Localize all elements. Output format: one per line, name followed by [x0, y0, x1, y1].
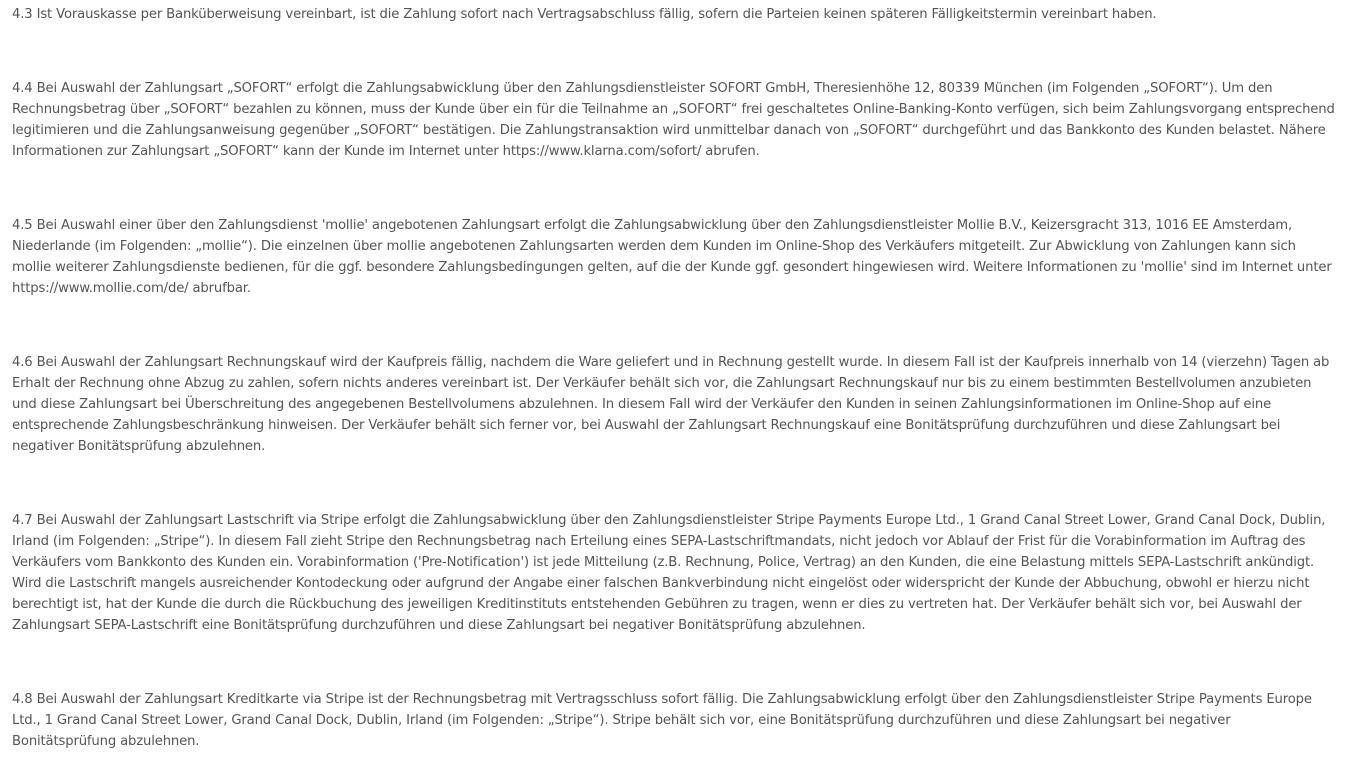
clause-4-4 — [12, 78, 1338, 162]
clause-4-7 — [12, 510, 1338, 636]
clause-4-5 — [12, 215, 1338, 299]
paragraph-spacer — [12, 25, 1338, 78]
clause-number: 4.5 — [12, 218, 33, 233]
clause-number: 4.3 — [12, 7, 33, 22]
paragraph-spacer — [12, 299, 1338, 352]
clause-text: Bei Auswahl der Zahlungsart Lastschrift via Stripe erfolgt die Zahlungsabwicklung über den Zahlungsdienstleister Stripe Payments Europe Ltd., 1 Grand Canal Street Lower, Grand Canal Dock, Dublin, Irland (im Folgenden: „Stripe“). In diesem Fall zieht Stripe den Rechnungsbetrag nach Erteilung eines SEPA-Lastschriftmandats, nicht jedoch vor Ablauf der Frist für die Vorabinformation im Auftrag des Verkäufers vom Bankkonto des Kunden ein. Vorabinformation ('Pre-Notification') ist jede Mitteilung (z.B. Rechnung, Police, Vertrag) an den Kunden, die eine Belastung mittels SEPA-Lastschrift ankündigt. Wird die Lastschrift mangels ausreichender Kontodeckung oder aufgrund der Angabe einer falschen Bankverbindung nicht eingelöst oder widerspricht der Kunde der Abbuchung, obwohl er hierzu nicht berechtigt ist, hat der Kunde die durch die Rückbuchung des jeweiligen Kreditinstituts entstehenden Gebühren zu tragen, wenn er dies zu vertreten hat. Der Verkäufer behält sich vor, bei Auswahl der Zahlungsart SEPA-Lastschrift eine Bonitätsprüfung durchzuführen und diese Zahlungsart bei negativer Bonitätsprüfung abzulehnen. — [12, 513, 1326, 633]
clause-text: Bei Auswahl der Zahlungsart „SOFORT“ erfolgt die Zahlungsabwicklung über den Zahlungsdienstleister SOFORT GmbH, Theresienhöhe 12, 80339 München (im Folgenden „SOFORT“). Um den Rechnungsbetrag über „SOFORT“ bezahlen zu können, muss der Kunde über ein für die Teilnahme an „SOFORT“ frei geschaltetes Online-Banking-Konto verfügen, sich beim Zahlungsvorgang entsprechend legitimieren und die Zahlungsanweisung gegenüber „SOFORT“ bestätigen. Die Zahlungstransaktion wird unmittelbar danach von „SOFORT“ durchgeführt und das Bankkonto des Kunden belastet. Nähere Informationen zur Zahlungsart „SOFORT“ kann der Kunde im Internet unter https://www.klarna.com/sofort/ abrufen. — [12, 81, 1335, 159]
clause-text: Ist Vorauskasse per Banküberweisung vereinbart, ist die Zahlung sofort nach Vertragsabschluss fällig, sofern die Parteien keinen späteren Fälligkeitstermin vereinbart haben. — [36, 7, 1157, 22]
clause-number: 4.8 — [12, 692, 33, 707]
clause-text: Bei Auswahl einer über den Zahlungsdienst 'mollie' angebotenen Zahlungsart erfolgt die Zahlungsabwicklung über den Zahlungsdienstleister Mollie B.V., Keizersgracht 313, 1016 EE Amsterdam, Niederlande (im Folgenden: „mollie“). Die einzelnen über mollie angebotenen Zahlungsarten werden dem Kunden im Online-Shop des Verkäufers mitgeteilt. Zur Abwicklung von Zahlungen kann sich mollie weiterer Zahlungsdienste bedienen, für die ggf. besondere Zahlungsbedingungen gelten, auf die der Kunde ggf. gesondert hingewiesen wird. Weitere Informationen zu 'mollie' sind im Internet unter https://www.mollie.com/de/ abrufbar. — [12, 218, 1332, 296]
clause-4-3 — [12, 4, 1338, 25]
clause-text: Bei Auswahl der Zahlungsart Kreditkarte via Stripe ist der Rechnungsbetrag mit Vertragsschluss sofort fällig. Die Zahlungsabwicklung erfolgt über den Zahlungsdienstleister Stripe Payments Europe Ltd., 1 Grand Canal Street Lower, Grand Canal Dock, Dublin, Irland (im Folgenden: „Stripe“). Stripe behält sich vor, eine Bonitätsprüfung durchzuführen und diese Zahlungsart bei negativer Bonitätsprüfung abzulehnen. — [12, 692, 1312, 749]
terms-content — [12, 4, 1338, 752]
clause-4-8 — [12, 689, 1338, 752]
paragraph-spacer — [12, 457, 1338, 510]
paragraph-spacer — [12, 162, 1338, 215]
clause-number: 4.4 — [12, 81, 33, 96]
clause-number: 4.7 — [12, 513, 33, 528]
paragraph-spacer — [12, 636, 1338, 689]
clause-number: 4.6 — [12, 355, 33, 370]
clause-text: Bei Auswahl der Zahlungsart Rechnungskauf wird der Kaufpreis fällig, nachdem die Ware geliefert und in Rechnung gestellt wurde. In diesem Fall ist der Kaufpreis innerhalb von 14 (vierzehn) Tagen ab Erhalt der Rechnung ohne Abzug zu zahlen, sofern nichts anderes vereinbart ist. Der Verkäufer behält sich vor, die Zahlungsart Rechnungskauf nur bis zu einem bestimmten Bestellvolumen anzubieten und diese Zahlungsart bei Überschreitung des angegebenen Bestellvolumens abzulehnen. In diesem Fall wird der Verkäufer den Kunden in seinen Zahlungsinformationen im Online-Shop auf eine entsprechende Zahlungsbeschränkung hinweisen. Der Verkäufer behält sich ferner vor, bei Auswahl der Zahlungsart Rechnungskauf eine Bonitätsprüfung durchzuführen und diese Zahlungsart bei negativer Bonitätsprüfung abzulehnen. — [12, 355, 1330, 454]
clause-4-6 — [12, 352, 1338, 457]
